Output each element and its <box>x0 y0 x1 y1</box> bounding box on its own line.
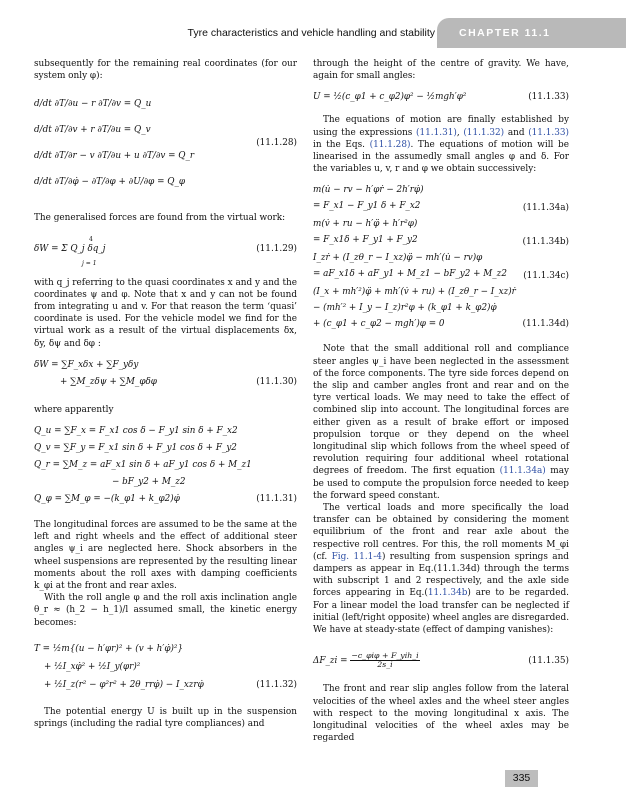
equation-line: − (mh′² + I_y − I_z)r²φ + (k_φ1 + k_φ2)φ̇ <box>313 303 497 314</box>
equation-11-1-30 <box>34 359 297 395</box>
equation-link[interactable]: (11.1.34a) <box>499 466 546 477</box>
equation-number: (11.1.34d) <box>522 319 569 330</box>
equation-number: (11.1.35) <box>528 656 569 667</box>
equation-line: Q_u = ∑F_x = F_x1 cos δ − F_y1 sin δ + F_x2 <box>34 426 238 437</box>
equation-line: + ½I_z(r² − φ²r² + 2θ_rrφ̇) − I_xzrφ̇ <box>44 679 204 690</box>
equation-11-1-32 <box>34 643 297 697</box>
equation-line: d/dt ∂T/∂v + r ∂T/∂u = Q_v <box>34 125 151 136</box>
paragraph: The generalised forces are found from the virtual work: <box>34 213 286 224</box>
paragraph: The longitudinal forces are assumed to be the same at the left and right wheels and the effect of additional steer angles ψ_i are neglected here. Shock absorbers in the wheel suspensions are represented by the resulting linear moments about the roll axes with damping coefficients k_φi at the front and rear axles. <box>34 520 297 592</box>
equation-11-1-35 <box>313 648 569 674</box>
page-number: 335 <box>505 770 538 787</box>
paragraph: The potential energy U is built up in the suspension springs (including the radial tyre compliances) and <box>34 706 297 730</box>
paragraph: The vertical loads and more specifically the load transfer can be obtained by considering the moment equilibrium of the front and rear axle about the respective roll centres. For this, the roll moments M_φi (cf. Fig. 11.1-4) resulting from suspension springs and dampers as appear in Eq.(11.1.34d) through the terms with subscript 1 and 2 respectively, and the axle side forces appearing in Eq.(11.1.34b) are to be regarded. For a linear model the load transfer can be neglected if initial (left/right opposite) wheel angles are disregarded. We have at steady-state (effect of damping vanishes): <box>313 503 570 636</box>
equation-11-1-33 <box>313 91 569 105</box>
sum-upper-limit: 4 <box>89 235 93 243</box>
equation-line: = F_x1δ + F_y1 + F_y2 <box>313 235 418 246</box>
equation-line: Q_r = ∑M_z = aF_x1 sin δ + aF_y1 cos δ + M_z1 <box>34 460 252 471</box>
equation-line: d/dt ∂T/∂u − r ∂T/∂v = Q_u <box>34 99 152 110</box>
equation-11-1-34 <box>313 184 569 334</box>
equation-number: (11.1.33) <box>528 92 569 103</box>
equation-number: (11.1.28) <box>256 138 297 149</box>
equation-link[interactable]: 11.1.34b <box>427 588 468 599</box>
equation-11-1-28 <box>34 91 297 203</box>
equation-number: (11.1.29) <box>256 243 297 254</box>
equation-number: (11.1.34a) <box>522 203 569 214</box>
chapter-tab <box>437 18 626 48</box>
paragraph: Note that the small additional roll and compliance steer angles ψ_i have been neglected in the assessment of the force components. The tyre side forces depend on the slip and camber angles front and rear and on the tyre vertical loads. We may need to take the effect of combined slip into account. The longitudinal forces are either given as a result of brake effort or imposed propulsion torque or they depend on the wheel longitudinal slip which follows from the wheel speed of revolution requiring four additional wheel rotational degrees of freedom. The first equation (11.1.34a) may be used to compute the propulsion force needed to keep the forward speed constant. <box>313 344 569 501</box>
paragraph: through the height of the centre of gravity. We have, again for small angles: <box>313 59 569 82</box>
paragraph: with q_j referring to the quasi coordinates x and y and the coordinates ψ and φ. Note that x and y can not be found from integrating u and v. For that reason the term ‘quasi’ coordinate is used. For the vehicle model we find for the virtual work as a result of the virtual displacements δx, δy, δψ and δφ : <box>34 277 297 349</box>
equation-link[interactable]: (11.1.28) <box>369 139 411 150</box>
equation-line: (I_x + mh′²)φ̈ + mh′(v̇ + ru) + (I_zθ_r − I_xz)ṙ <box>313 287 516 298</box>
equation-line: − bF_y2 + M_z2 <box>112 477 186 488</box>
equation-11-1-31 <box>34 425 297 510</box>
equation-number: (11.1.30) <box>256 376 297 387</box>
paragraph: With the roll angle φ and the roll axis inclination angle θ_r ≈ (h_2 − h_1)/l assumed small, the kinetic energy becomes: <box>34 593 297 628</box>
equation-line: + (c_φ1 + c_φ2 − mgh′)φ = 0 <box>313 319 445 330</box>
equation-number: (11.1.32) <box>256 679 297 690</box>
equation-line: δW = Σ Q_j δq_j <box>34 243 106 254</box>
equation-line: Q_φ = ∑M_φ = −(k_φ1 + k_φ2)φ̇ <box>34 494 180 505</box>
equation-line: m(u̇ − rv − h′φṙ − 2h′rφ̇) <box>313 185 424 196</box>
equation-line: m(v̇ + ru − h′φ̈ + h′r²φ) <box>313 219 418 230</box>
equation-line: U = ½(c_φ1 + c_φ2)φ² − ½mgh′φ² <box>313 92 467 103</box>
paragraph: subsequently for the remaining real coordinates (for our system only φ): <box>34 59 297 82</box>
equation-line: ΔF_zi = $\frac{\text{−c\_φiφ + F\_yih\_i}}{2s\_i}$ <box>313 651 419 670</box>
equation-line: + ∑M_zδψ + ∑M_φδφ <box>60 376 157 387</box>
equation-line: Q_v = ∑F_y = F_x1 sin δ + F_y1 cos δ + F_y2 <box>34 443 237 454</box>
equation-11-1-29 <box>34 234 297 268</box>
equation-link[interactable]: (11.1.32) <box>463 127 505 138</box>
sum-lower-limit: j = 1 <box>82 259 97 267</box>
equation-number: (11.1.34c) <box>523 271 569 282</box>
right-column <box>313 58 569 744</box>
equation-line: T = ½m{(u − h′φr)² + (v + h′φ̇)²} <box>34 643 184 654</box>
figure-link[interactable]: Fig. 11.1-4 <box>331 551 382 562</box>
equation-link[interactable]: (11.1.33) <box>528 127 569 138</box>
paragraph: where apparently <box>34 404 114 415</box>
equation-line: = aF_x1δ + aF_y1 + M_z1 − bF_y2 + M_z2 <box>313 269 507 280</box>
equation-line: = F_x1 − F_y1 δ + F_x2 <box>313 201 421 212</box>
paragraph: The front and rear slip angles follow from the lateral velocities of the wheel axles and the wheel steer angles with respect to the moving longitudinal x axis. The longitudinal velocities of the wheel axles may be regarded <box>313 684 569 744</box>
equation-line: + ½I_xφ̇² + ½I_y(φr)² <box>44 661 141 672</box>
paragraph: The equations of motion are finally established by using the expressions (11.1.31), (11.1.32) and (11.1.33) in the Eqs. (11.1.28). The equations of motion will be linearised in the assumedly small angles φ and δ. For the variables u, v, r and φ we obtain successively: <box>313 115 569 175</box>
equation-line: δW = ∑F_xδx + ∑F_yδy <box>34 359 139 370</box>
equation-line: d/dt ∂T/∂r − v ∂T/∂u + u ∂T/∂v = Q_r <box>34 151 195 162</box>
equation-number: (11.1.34b) <box>522 237 569 248</box>
equation-number: (11.1.31) <box>256 494 297 505</box>
equation-line: I_zṙ + (I_zθ_r − I_xz)φ̈ − mh′(u̇ − rv)φ <box>313 253 483 264</box>
left-column <box>34 58 297 730</box>
running-header-title: Tyre characteristics and vehicle handling and stability <box>187 27 435 39</box>
chapter-label: CHAPTER 11.1 <box>459 27 551 39</box>
equation-link[interactable]: (11.1.31) <box>416 127 457 138</box>
fraction: $\frac{\text{−c\_φiφ + F\_yih\_i}}{2s\_i}$ <box>351 651 419 670</box>
equation-line: d/dt ∂T/∂φ̇ − ∂T/∂φ + ∂U/∂φ = Q_φ <box>34 177 186 188</box>
